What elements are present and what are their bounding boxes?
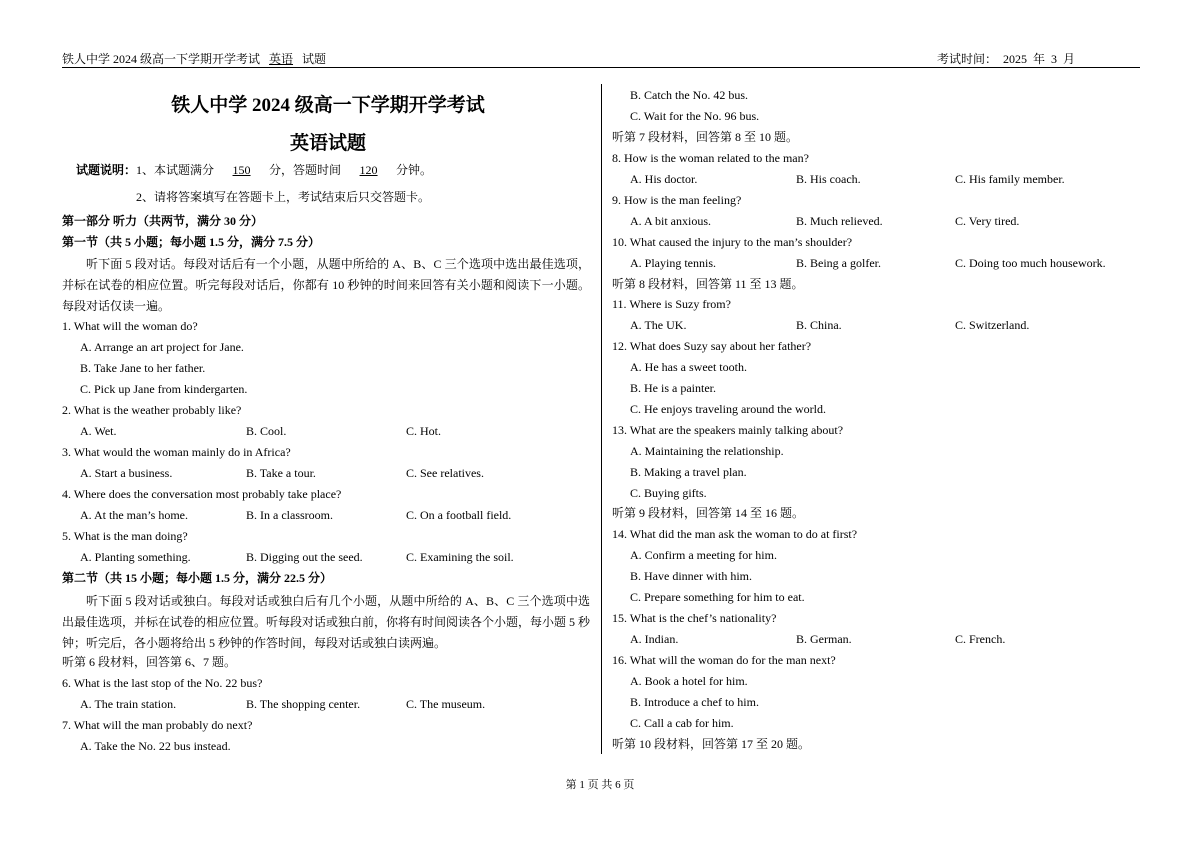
q12-option-b: B. He is a painter. <box>630 381 716 395</box>
q10-option-b: B. Being a golfer. <box>796 256 881 270</box>
exam-subtitle: 英语试题 <box>289 133 366 154</box>
section2-instruction: 听下面 5 段对话或独白。每段对话或独白后有几个小题，从题中所给的 A、B、C 三个选项中选出最佳选项，并标在试卷的相应位置。听每段对话或独白前，你将有时间阅读各个小题，每小题 5 秒钟；听完后，各小题将给出 5 秒钟的作答时间，每段对话或独白读两遍。 <box>62 594 591 650</box>
q9-option-a: A. A bit anxious. <box>630 214 712 228</box>
q5-option-b: B. Digging out the seed. <box>246 550 363 564</box>
q2-option-b: B. Cool. <box>246 424 287 438</box>
q1-option-a: A. Arrange an art project for Jane. <box>80 340 244 354</box>
notes-line-1 <box>76 163 432 178</box>
material-9-note: 听第 9 段材料，回答第 14 至 16 题。 <box>612 506 805 520</box>
q16-option-c: C. Call a cab for him. <box>630 716 734 730</box>
q15-option-c: C. French. <box>955 632 1006 646</box>
q16-option-a: A. Book a hotel for him. <box>630 674 748 688</box>
q6-stem: 6. What is the last stop of the No. 22 bus? <box>62 676 263 690</box>
q7-option-c: C. Wait for the No. 96 bus. <box>630 109 760 123</box>
exam-title: 铁人中学 2024 级高一下学期开学考试 <box>171 95 485 116</box>
q1-option-b: B. Take Jane to her father. <box>80 361 206 375</box>
q9-stem: 9. How is the man feeling? <box>612 193 742 207</box>
notes-label: 试题说明： <box>76 163 137 177</box>
q14-option-c: C. Prepare something for him to eat. <box>630 590 805 604</box>
q13-option-b: B. Making a travel plan. <box>630 465 747 479</box>
q10-option-c: C. Doing too much housework. <box>955 256 1106 270</box>
q13-stem: 13. What are the speakers mainly talking about? <box>612 423 844 437</box>
header-left <box>62 50 326 67</box>
q14-stem: 14. What did the man ask the woman to do at first? <box>612 527 858 541</box>
q5-option-c: C. Examining the soil. <box>406 550 514 564</box>
q2-option-a: A. Wet. <box>80 424 117 438</box>
q16-option-b: B. Introduce a chef to him. <box>630 695 759 709</box>
material-6-note: 听第 6 段材料，回答第 6、7 题。 <box>62 655 237 669</box>
q15-stem: 15. What is the chef’s nationality? <box>612 611 777 625</box>
header-tail: 试题 <box>302 52 327 66</box>
q3-option-b: B. Take a tour. <box>246 466 316 480</box>
q4-option-a: A. At the man’s home. <box>80 508 188 522</box>
q3-stem: 3. What would the woman mainly do in Africa? <box>62 445 291 459</box>
column-divider <box>601 84 602 754</box>
q5-stem: 5. What is the man doing? <box>62 529 188 543</box>
q8-option-b: B. His coach. <box>796 172 861 186</box>
q12-option-a: A. He has a sweet tooth. <box>630 360 747 374</box>
q2-option-c: C. Hot. <box>406 424 442 438</box>
q2-stem: 2. What is the weather probably like? <box>62 403 242 417</box>
q5-option-a: A. Planting something. <box>80 550 191 564</box>
q6-option-b: B. The shopping center. <box>246 697 361 711</box>
section1-heading: 第一节（共 5 小题；每小题 1.5 分，满分 7.5 分） <box>62 235 321 249</box>
q8-option-a: A. His doctor. <box>630 172 698 186</box>
q6-option-a: A. The train station. <box>80 697 177 711</box>
notes-line1-a: 1、本试题满分 <box>136 163 215 177</box>
q8-stem: 8. How is the woman related to the man? <box>612 151 809 165</box>
material-7-note: 听第 7 段材料，回答第 8 至 10 题。 <box>612 130 799 144</box>
q3-option-a: A. Start a business. <box>80 466 173 480</box>
q7-option-b: B. Catch the No. 42 bus. <box>630 88 748 102</box>
q12-stem: 12. What does Suzy say about her father? <box>612 339 812 353</box>
q1-stem: 1. What will the woman do? <box>62 319 198 333</box>
header-subject: 英语 <box>269 52 294 66</box>
q7-option-a: A. Take the No. 22 bus instead. <box>80 739 231 753</box>
notes-line1-b: 分，答题时间 <box>269 163 342 177</box>
q4-stem: 4. Where does the conversation most probably take place? <box>62 487 342 501</box>
page-footer: 第 1 页 共 6 页 <box>565 779 635 791</box>
q14-option-a: A. Confirm a meeting for him. <box>630 548 777 562</box>
q10-option-a: A. Playing tennis. <box>630 256 716 270</box>
q4-option-c: C. On a football field. <box>406 508 512 522</box>
notes-line-2: 2、请将答案填写在答题卡上，考试结束后只交答题卡。 <box>136 190 431 204</box>
time-blank: 120 <box>359 163 378 177</box>
full-score-blank: 150 <box>232 163 251 177</box>
section2-heading: 第二节（共 15 小题；每小题 1.5 分，满分 22.5 分） <box>62 571 333 585</box>
part1-heading: 第一部分 听力（共两节，满分 30 分） <box>62 214 264 228</box>
header-rule <box>62 67 1140 68</box>
q16-stem: 16. What will the woman do for the man next? <box>612 653 836 667</box>
q6-option-c: C. The museum. <box>406 697 486 711</box>
q9-option-c: C. Very tired. <box>955 214 1020 228</box>
q8-option-c: C. His family member. <box>955 172 1065 186</box>
q7-stem: 7. What will the man probably do next? <box>62 718 253 732</box>
q3-option-c: C. See relatives. <box>406 466 484 480</box>
q11-option-a: A. The UK. <box>630 318 687 332</box>
q15-option-b: B. German. <box>796 632 852 646</box>
q15-option-a: A. Indian. <box>630 632 679 646</box>
q12-option-c: C. He enjoys traveling around the world. <box>630 402 826 416</box>
section1-instruction: 听下面 5 段对话。每段对话后有一个小题，从题中所给的 A、B、C 三个选项中选出最佳选项，并标在试卷的相应位置。听完每段对话后，你都有 10 秒钟的时间来回答有关小题和阅读下一小题。每段对话仅读一遍。 <box>62 257 590 313</box>
header-school: 铁人中学 2024 级高一下学期开学考试 <box>62 52 261 66</box>
material-8-note: 听第 8 段材料，回答第 11 至 13 题。 <box>612 277 804 291</box>
q11-stem: 11. Where is Suzy from? <box>612 297 731 311</box>
q13-option-a: A. Maintaining the relationship. <box>630 444 784 458</box>
q11-option-b: B. China. <box>796 318 842 332</box>
q1-option-c: C. Pick up Jane from kindergarten. <box>80 382 248 396</box>
q10-stem: 10. What caused the injury to the man’s shoulder? <box>612 235 853 249</box>
material-10-note: 听第 10 段材料，回答第 17 至 20 题。 <box>612 737 811 751</box>
q13-option-c: C. Buying gifts. <box>630 486 707 500</box>
q9-option-b: B. Much relieved. <box>796 214 883 228</box>
page-header <box>62 50 1140 68</box>
header-exam-time: 考试时间： 2025 年 3 月 <box>937 52 1076 66</box>
q4-option-b: B. In a classroom. <box>246 508 333 522</box>
notes-line1-c: 分钟。 <box>396 163 433 177</box>
q14-option-b: B. Have dinner with him. <box>630 569 752 583</box>
q11-option-c: C. Switzerland. <box>955 318 1030 332</box>
